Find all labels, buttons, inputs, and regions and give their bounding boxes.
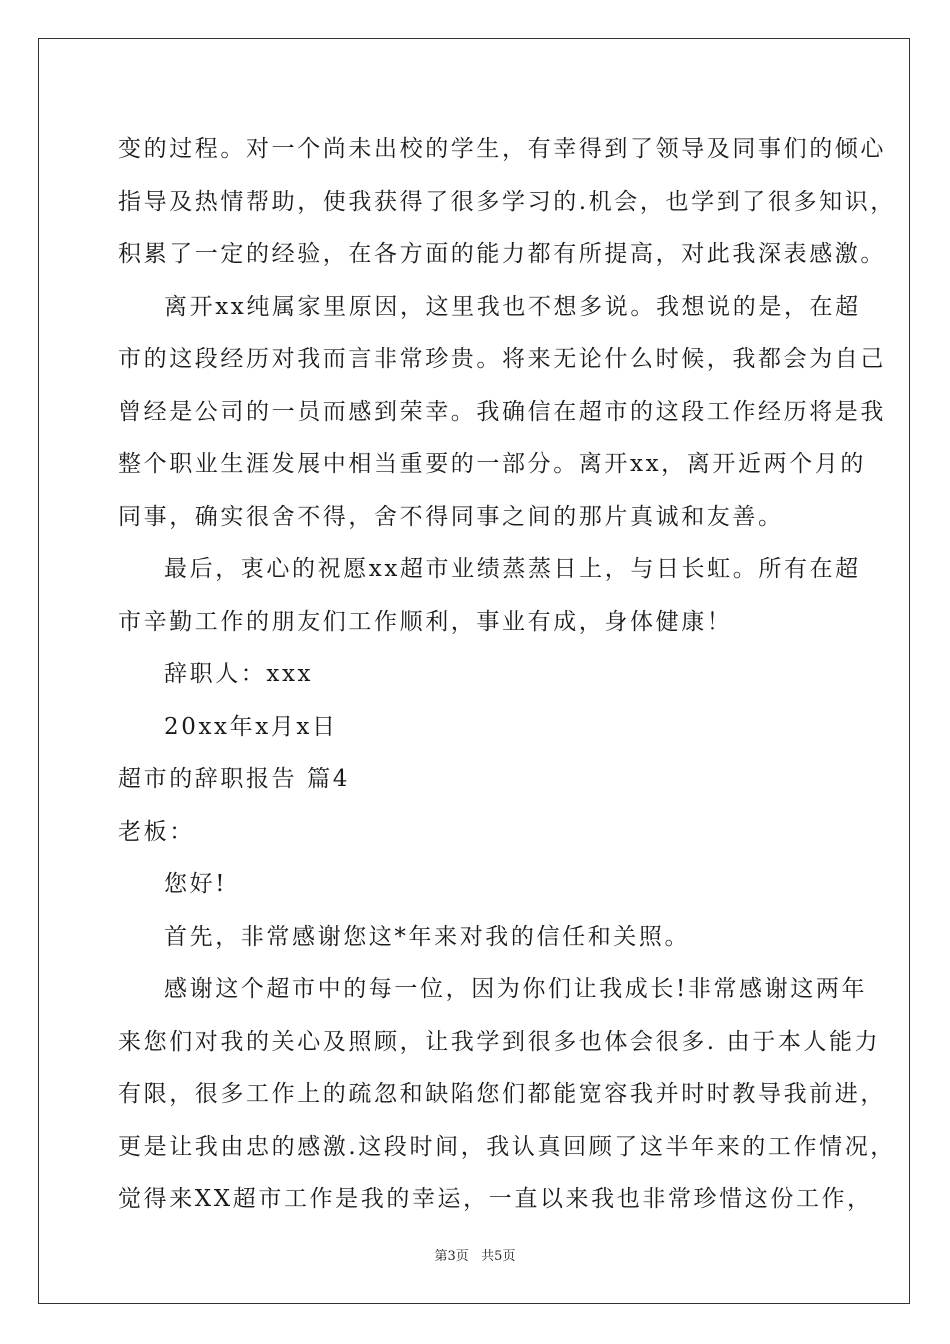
section-heading: 超市的辞职报告 篇4 (118, 766, 350, 792)
document-body (118, 128, 896, 1231)
text-line: 更是让我由忠的感激.这段时间，我认真回顾了这半年来的工作情况， (118, 1133, 896, 1160)
paragraph-start-line: 感谢这个超市中的每一位，因为你们让我成长!非常感谢这两年 (164, 976, 868, 1002)
paragraph-start-line: 最后，衷心的祝愿xx超市业绩蒸蒸日上，与日长虹。所有在超 (164, 556, 861, 582)
text-line: 来您们对我的关心及照顾，让我学到很多也体会很多. 由于本人能力 (118, 1028, 881, 1055)
greeting: 您好! (164, 871, 228, 897)
text-line: 市的这段经历对我而言非常珍贵。将来无论什么时候，我都会为自己 (118, 346, 886, 372)
text-line: 变的过程。对一个尚未出校的学生，有幸得到了领导及同事们的倾心 (118, 136, 886, 162)
text-line: 市辛勤工作的朋友们工作顺利，事业有成，身体健康！ (118, 608, 733, 635)
paragraph-start-line: 首先，非常感谢您这*年来对我的信任和关照。 (164, 923, 691, 950)
text-line: 有限，很多工作上的疏忽和缺陷您们都能宽容我并时时教导我前进， (118, 1081, 886, 1107)
text-line: 指导及热情帮助，使我获得了很多学习的.机会，也学到了很多知识， (118, 188, 896, 215)
page-number-footer: 第3页 共5页 (434, 1249, 516, 1264)
text-line: 曾经是公司的一员而感到荣幸。我确信在超市的这段工作经历将是我 (118, 398, 886, 425)
text-line: 觉得来XX超市工作是我的幸运，一直以来我也非常珍惜这份工作， (118, 1186, 873, 1212)
salutation: 老板： (118, 818, 195, 845)
text-line: 积累了一定的经验，在各方面的能力都有所提高，对此我深表感激。 (118, 241, 886, 267)
date-line: 20xx年x月x日 (164, 713, 338, 740)
paragraph-start-line: 离开xx纯属家里原因，这里我也不想多说。我想说的是，在超 (164, 293, 861, 320)
text-line: 同事，确实很舍不得，舍不得同事之间的那片真诚和友善。 (118, 503, 784, 530)
signature-line: 辞职人：xxx (164, 661, 314, 687)
text-line: 整个职业生涯发展中相当重要的一部分。离开xx，离开近两个月的 (118, 451, 866, 477)
